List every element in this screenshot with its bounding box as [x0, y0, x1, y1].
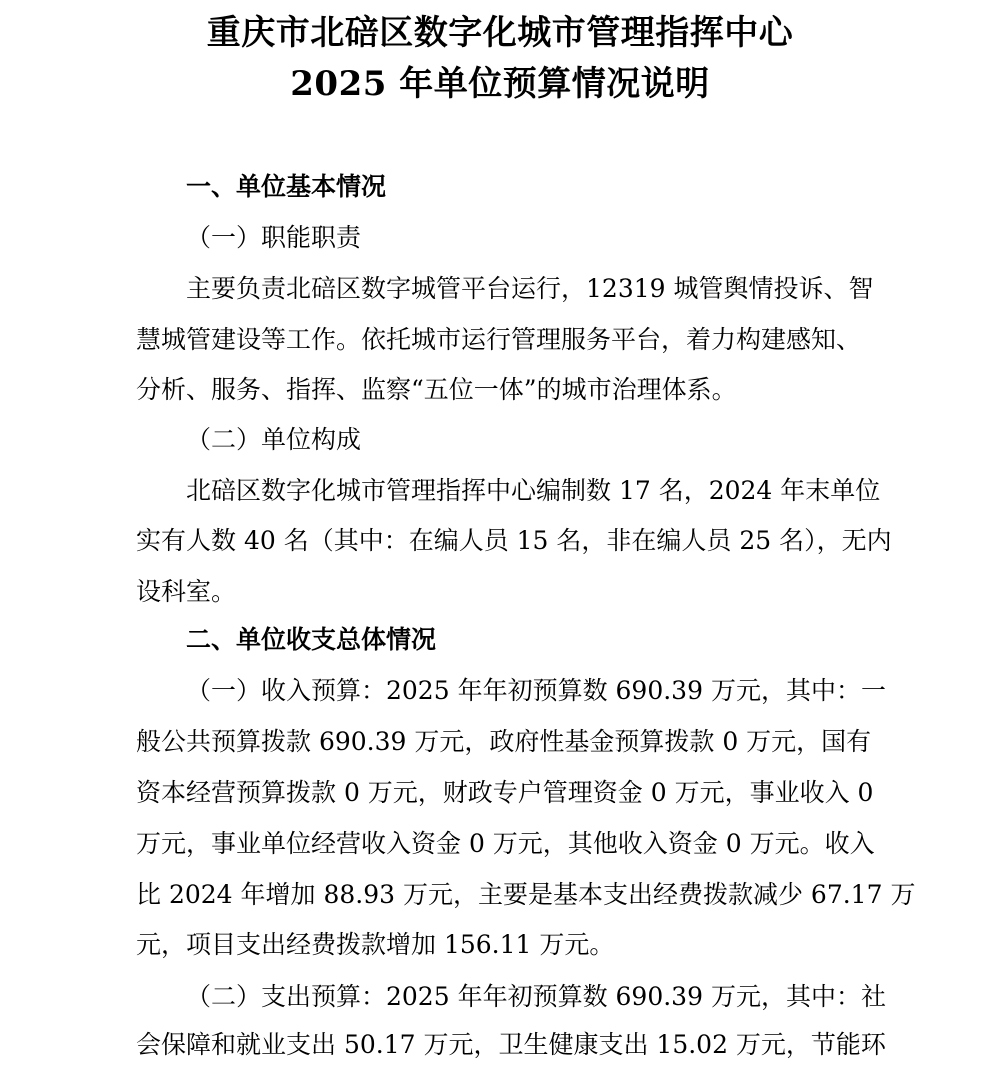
subsection-title-functions: （一）职能职责	[186, 223, 362, 252]
paragraph-line: （二）支出预算：2025 年年初预算数 690.39 万元，其中：社	[186, 982, 886, 1011]
paragraph-line: 设科室。	[136, 577, 237, 606]
document-title-line-2: 2025 年单位预算情况说明	[290, 64, 710, 104]
paragraph-line: 会保障和就业支出 50.17 万元，卫生健康支出 15.02 万元，节能环	[136, 1030, 886, 1059]
paragraph-line: 北碚区数字化城市管理指挥中心编制数 17 名，2024 年末单位	[186, 476, 881, 505]
paragraph-line: 万元，事业单位经营收入资金 0 万元，其他收入资金 0 万元。收入	[136, 829, 875, 858]
paragraph-line: （一）收入预算：2025 年年初预算数 690.39 万元，其中：一	[186, 676, 886, 705]
document-title-line-1: 重庆市北碚区数字化城市管理指挥中心	[206, 13, 794, 53]
paragraph-line: 主要负责北碚区数字城管平台运行，12319 城管舆情投诉、智	[186, 274, 874, 303]
paragraph-line: 元，项目支出经费拨款增加 156.11 万元。	[136, 930, 615, 959]
paragraph-line: 分析、服务、指挥、监察“五位一体”的城市治理体系。	[136, 375, 737, 404]
paragraph-line: 般公共预算拨款 690.39 万元，政府性基金预算拨款 0 万元，国有	[136, 727, 872, 756]
paragraph-line: 慧城管建设等工作。依托城市运行管理服务平台，着力构建感知、	[136, 325, 862, 354]
section-heading-revenue-expenditure: 二、单位收支总体情况	[186, 625, 437, 654]
paragraph-line: 资本经营预算拨款 0 万元，财政专户管理资金 0 万元，事业收入 0	[136, 778, 874, 807]
paragraph-line: 比 2024 年增加 88.93 万元，主要是基本支出经费拨款减少 67.17 万	[136, 880, 916, 909]
section-heading-basic-info: 一、单位基本情况	[186, 172, 387, 201]
subsection-title-composition: （二）单位构成	[186, 425, 362, 454]
paragraph-line: 实有人数 40 名（其中：在编人员 15 名，非在编人员 25 名），无内	[136, 526, 892, 555]
